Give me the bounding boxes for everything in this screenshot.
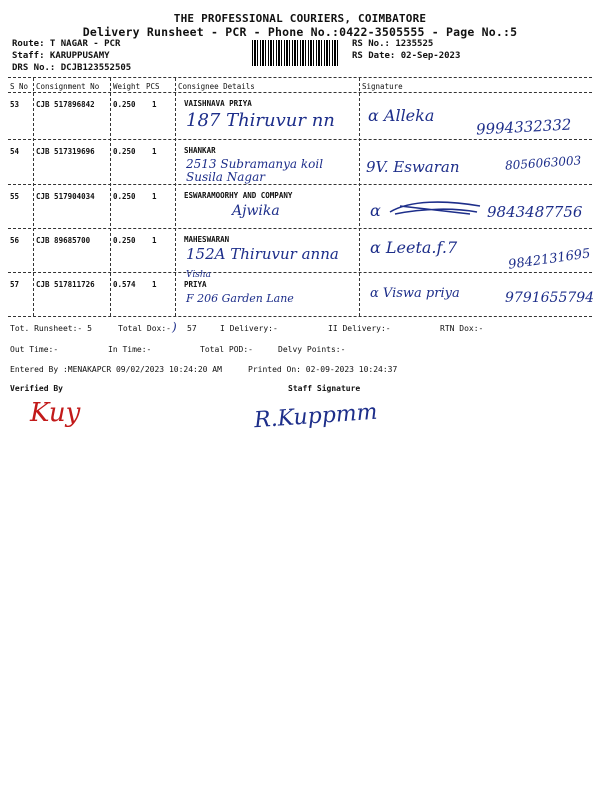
row-consignment: CJB 517319696: [36, 147, 95, 156]
row-weight: 0.250: [113, 147, 136, 156]
scribbled-signature: [385, 198, 485, 220]
ii-delivery: II Delivery:-: [328, 324, 391, 333]
row-consignee: SHANKAR: [184, 146, 216, 155]
col-signature: Signature: [362, 82, 403, 91]
verified-by-label: Verified By: [10, 384, 63, 393]
col-sno: S No: [10, 82, 29, 91]
row-consignee: VAISHNAVA PRIYA: [184, 99, 252, 108]
col-divider: [359, 78, 360, 316]
col-consignment: Consignment No: [36, 82, 100, 91]
col-divider: [175, 78, 176, 316]
row-consignment: CJB 517904034: [36, 192, 95, 201]
row-pcs: 1: [152, 280, 157, 289]
drs-number: DRS No.: DCJB123552505: [12, 63, 132, 73]
handwritten-signature: α Leeta.f.7: [370, 238, 458, 257]
verified-signature: Kuy: [30, 398, 81, 428]
rtn-dox: RTN Dox:-: [440, 324, 484, 333]
out-time: Out Time:-: [10, 345, 59, 354]
col-consignee: Consignee Details: [178, 82, 255, 91]
row-consignee: ESWARAMOORHY AND COMPANY: [184, 191, 293, 200]
row-weight: 0.250: [113, 236, 136, 245]
rs-number: RS No.: 1235525: [352, 39, 434, 49]
row-rule: [8, 139, 592, 140]
row-sno: 54: [10, 147, 20, 156]
handwritten-phone: 9843487756: [487, 203, 583, 221]
handwritten-signature: α: [370, 201, 381, 220]
row-rule: [8, 228, 592, 229]
i-delivery: I Delivery:-: [220, 324, 278, 333]
staff-signature: R.Kuppmm: [253, 399, 379, 434]
row-sno: 55: [10, 192, 20, 201]
handwritten-signature: α Alleka: [368, 106, 435, 125]
row-consignee: PRIYA: [184, 280, 207, 289]
row-pcs: 1: [152, 147, 157, 156]
handwritten-phone: 9994332332: [475, 115, 572, 139]
rs-date: RS Date: 02-Sep-2023: [352, 51, 461, 61]
handwritten-address: F 206 Garden Lane: [186, 292, 294, 305]
handwritten-address: Ajwika: [232, 203, 280, 219]
runsheet-subtitle: Delivery Runsheet - PCR - Phone No.:0422-3505555 - Page No.:5: [82, 25, 518, 39]
row-sno: 57: [10, 280, 20, 289]
handwritten-address: 152A Thiruvur anna: [186, 245, 339, 263]
row-rule: [8, 184, 592, 185]
col-divider: [33, 78, 34, 316]
handwritten-note: Visha: [186, 270, 212, 280]
row-consignment: CJB 517896842: [36, 100, 95, 109]
table-bottom-rule: [8, 316, 592, 317]
company-title: THE PROFESSIONAL COURIERS, COIMBATORE: [173, 12, 427, 25]
handwritten-phone: 9791655794: [505, 290, 595, 306]
staff-signature-label: Staff Signature: [288, 384, 361, 393]
row-sno: 56: [10, 236, 20, 245]
row-weight: 0.250: [113, 192, 136, 201]
total-runsheet: Tot. Runsheet:- 5: [10, 324, 92, 333]
row-pcs: 1: [152, 192, 157, 201]
table-header-rule: [8, 92, 592, 93]
row-consignment: CJB 517811726: [36, 280, 95, 289]
row-weight: 0.574: [113, 280, 136, 289]
row-weight: 0.250: [113, 100, 136, 109]
barcode: [252, 40, 340, 66]
row-sno: 53: [10, 100, 20, 109]
handwritten-phone: 8056063003: [504, 153, 582, 173]
handwritten-signature: 9V. Eswaran: [366, 158, 460, 176]
total-dox: Total Dox:-: [118, 324, 171, 333]
handwritten-address: 2513 Subramanya koil Susila Nagar: [186, 157, 324, 184]
handwritten-phone: 9842131695: [507, 246, 592, 273]
row-pcs: 1: [152, 100, 157, 109]
total-pod: Total POD:-: [200, 345, 253, 354]
col-weight: Weight: [113, 82, 141, 91]
total-dox-mark: ): [172, 320, 177, 334]
table-top-rule: [8, 77, 592, 78]
in-time: In Time:-: [108, 345, 152, 354]
handwritten-signature: α Viswa priya: [370, 286, 460, 301]
row-consignee: MAHESWARAN: [184, 235, 230, 244]
delvy-points: Delvy Points:-: [278, 345, 346, 354]
route-label: Route: T NAGAR - PCR: [12, 39, 121, 49]
printed-on: Printed On: 02-09-2023 10:24:37: [248, 365, 398, 374]
row-rule: [8, 272, 592, 273]
col-pcs: PCS: [146, 82, 160, 91]
row-consignment: CJB 89685700: [36, 236, 91, 245]
entered-by: Entered By :MENAKAPCR 09/02/2023 10:24:20 AM: [10, 365, 222, 374]
staff-label: Staff: KARUPPUSAMY: [12, 51, 110, 61]
handwritten-address: 187 Thiruvur nn: [186, 110, 335, 131]
total-dox-value: 57: [187, 324, 197, 333]
row-pcs: 1: [152, 236, 157, 245]
col-divider: [110, 78, 111, 316]
